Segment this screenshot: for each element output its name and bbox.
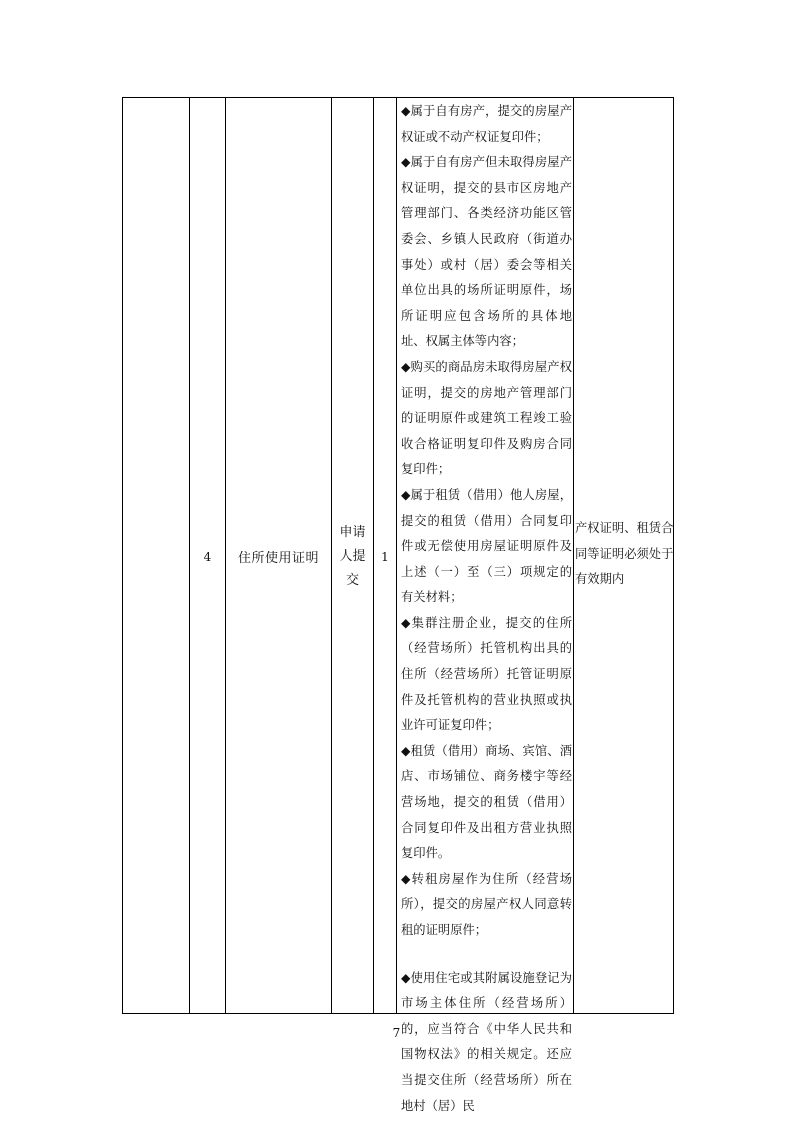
requirement-item: ◆租赁（借用）商场、宾馆、酒店、市场铺位、商务楼宇等经营场地，提交的租赁（借用）合同复印件及出租方营业执照复印件。 (401, 743, 572, 861)
requirement-item: ◆集群注册企业，提交的住所（经营场所）托管机构出具的住所（经营场所）托管证明原件及托管机构的营业执照或执业许可证复印件； (401, 615, 572, 733)
requirement-item: ◆使用住宅或其附属设施登记为市场主体住所（经营场所）的，应当符合《中华人民共和国物权法》的相关规定。还应当提交住所（经营场所）所在地村（居）民 (401, 970, 572, 1113)
row-index: 4 (203, 549, 212, 564)
requirement-item: ◆属于自有房产，提交的房屋产权证或不动产权证复印件； (401, 104, 572, 144)
requirement-item: ◆购买的商品房未取得房屋产权证明，提交的房地产管理部门的证明原件或建筑工程竣工验收合格证明复印件及购房合同复印件； (401, 359, 572, 477)
requirement-item: ◆转租房屋作为住所（经营场所），提交的房屋产权人同意转租的证明原件； (401, 871, 572, 937)
requirement-item: ◆属于自有房产但未取得房屋产权证明，提交的县市区房地产管理部门、各类经济功能区管委会、乡镇人民政府（街道办事处）或村（居）委会等相关单位出具的场所证明原件，场所证明应包含场所的具体地址、权属主体等内容； (401, 155, 572, 349)
materials-table (122, 97, 674, 1113)
column-divider (396, 98, 397, 1013)
requirement-item: ◆属于租赁（借用）他人房屋，提交的租赁（借用）合同复印件或无偿使用房屋证明原件及上述（一）至（三）项规定的有关材料； (401, 487, 572, 605)
requirements-text (399, 98, 574, 1119)
page-number: 7 (392, 1026, 401, 1040)
remark-text: 产权证明、租赁合同等证明必须处于有效期内 (575, 521, 674, 587)
copies-count: 1 (381, 549, 389, 564)
material-name: 住所使用证明 (237, 551, 319, 566)
submission-way: 申请人提交 (339, 524, 366, 588)
